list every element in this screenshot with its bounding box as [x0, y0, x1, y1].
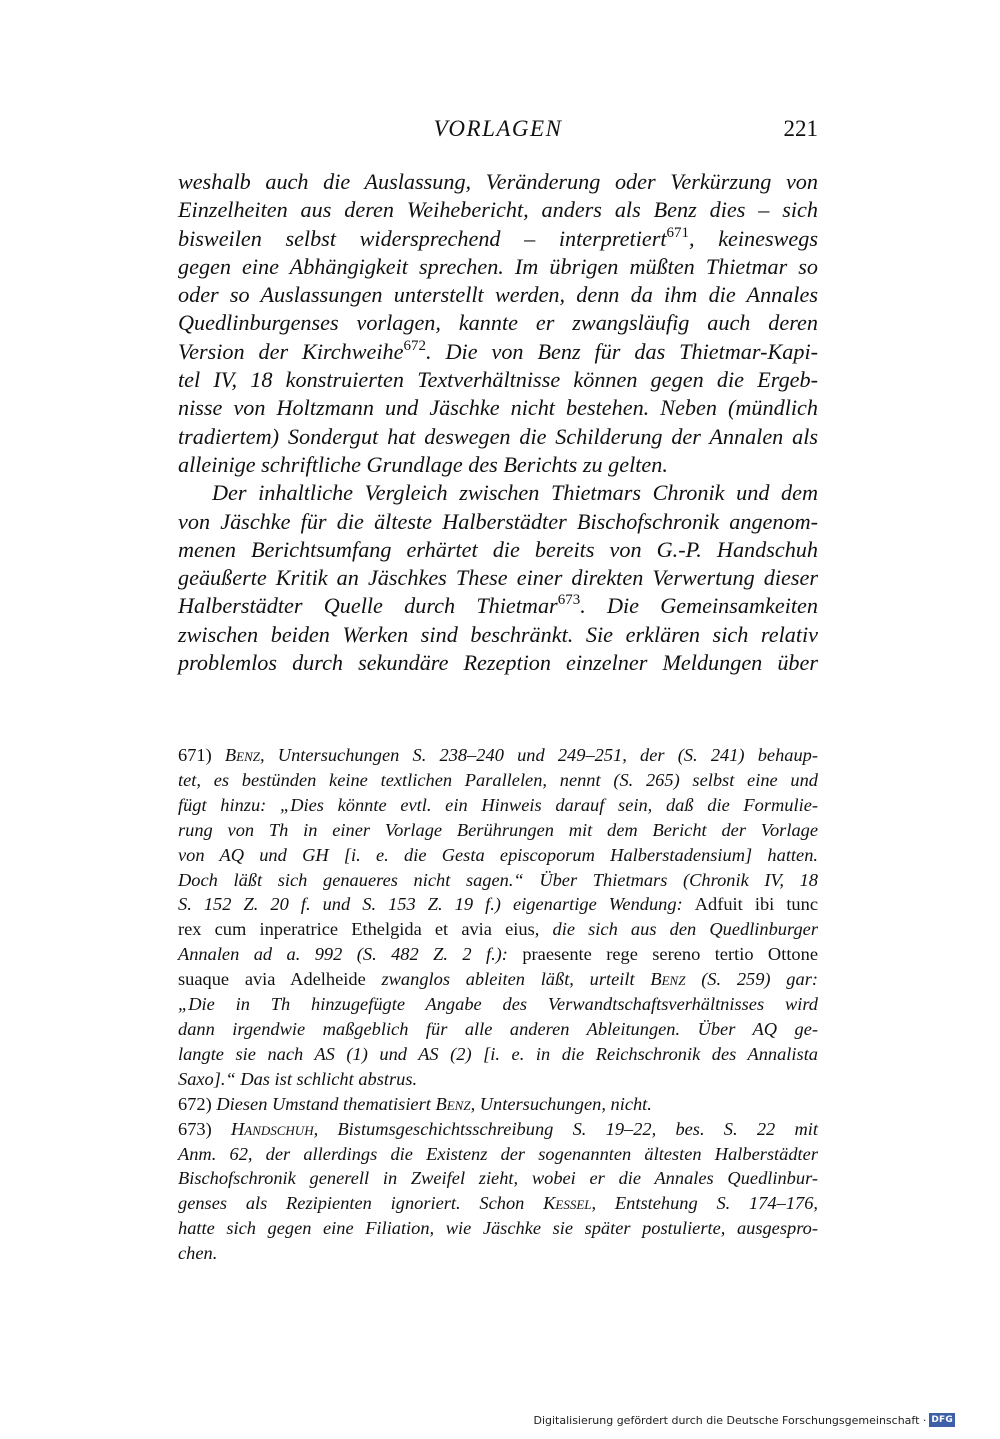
text-line: Quedlinburgenses vorlagen, kannte er zwangsläufig auch deren	[178, 310, 818, 336]
footnote-line: Doch läßt sich genaueres nicht sagen.“ Über Thietmars (Chronik IV, 18	[178, 869, 818, 890]
footnote-ref: 671	[666, 224, 690, 241]
text-line: tradiertem) Sondergut hat deswegen die Schilderung der Annalen als	[178, 423, 818, 449]
digitization-credit	[533, 1412, 955, 1428]
footnote-line: rex cum inperatrice Ethelgida et avia eius, die sich aus den Quedlinburger	[178, 919, 818, 940]
footnote-ref: 673	[557, 592, 581, 609]
footnote-line: 671) Benz, Untersuchungen S. 238–240 und 249–251, der (S. 241) behaup-	[178, 745, 818, 765]
footnote-line: Anm. 62, der allerdings die Existenz der sogenannten ältesten Halberstädter	[178, 1143, 818, 1164]
text-line: Einzelheiten aus deren Weihebericht, anders als Benz dies – sich	[178, 197, 818, 223]
text-line: menen Berichtsumfang erhärtet die bereits von G.-P. Handschuh	[178, 536, 818, 562]
text-line: oder so Auslassungen unterstellt werden, denn da ihm die Annales	[178, 282, 818, 308]
footnote-line: dann irgendwie maßgeblich für alle anderen Ableitungen. Über AQ ge-	[178, 1018, 818, 1039]
footnote-line: hatte sich gegen eine Filiation, wie Jäschke sie später postulierte, ausgespro-	[178, 1218, 818, 1239]
text-line: tel IV, 18 konstruierten Textverhältnisse können gegen die Ergeb-	[178, 367, 818, 393]
footnote-line: chen.	[178, 1243, 218, 1264]
dfg-logo: DFG	[931, 1415, 953, 1425]
text-line: nisse von Holtzmann und Jäschke nicht bestehen. Neben (mündlich	[178, 395, 818, 421]
text-line: problemlos durch sekundäre Rezeption einzelner Meldungen über	[178, 650, 818, 676]
footnote-line: 672) Diesen Umstand thematisiert Benz, Untersuchungen, nicht.	[178, 1093, 652, 1114]
text-line: Halberstädter Quelle durch Thietmar$^{673}$. Die Gemeinsamkeiten	[178, 592, 818, 619]
running-head: VORLAGEN	[433, 116, 563, 141]
footnote-line: 673) Handschuh, Bistumsgeschichtsschreibung S. 19–22, bes. S. 22 mit	[178, 1118, 818, 1139]
page-number: 221	[783, 116, 818, 141]
text-line: zwischen beiden Werken sind beschränkt. Sie erklären sich relativ	[178, 621, 818, 647]
text-line: alleinige schriftliche Grundlage des Berichts zu gelten.	[178, 451, 668, 477]
footnote-line: genses als Rezipienten ignoriert. Schon Kessel, Entstehung S. 174–176,	[178, 1193, 819, 1214]
text-line: Der inhaltliche Vergleich zwischen Thietmars Chronik und dem	[212, 480, 818, 506]
footnote-line: Saxo].“ Das ist schlicht abstrus.	[178, 1068, 418, 1089]
footnote-number: 673)	[178, 1118, 212, 1139]
footnotes	[178, 743, 818, 1266]
text-line: von Jäschke für die älteste Halberstädter Bischofschronik angenom-	[178, 508, 818, 534]
footnote-line: Annalen ad a. 992 (S. 482 Z. 2 f.): praesente rege sereno tertio Ottone	[178, 944, 818, 965]
footnote-line: langte sie nach AS (1) und AS (2) [i. e. in die Reichschronik des Annalista	[178, 1043, 818, 1064]
footnote-number: 671)	[178, 745, 212, 765]
footnote-line: „Die in Th hinzugefügte Angabe des Verwandtschaftsverhältnisses wird	[178, 994, 818, 1015]
footnote-line: tet, es bestünden keine textlichen Parallelen, nennt (S. 265) selbst eine und	[178, 769, 818, 790]
footnote-line: S. 152 Z. 20 f. und S. 153 Z. 19 f.) eigenartige Wendung: Adfuit ibi tunc	[178, 894, 818, 915]
text-line: Version der Kirchweihe$^{672}$. Die von Benz für das Thietmar-Kapi-	[178, 337, 819, 364]
footnote-line: suaque avia Adelheide zwanglos ableiten läßt, urteilt Benz (S. 259) gar:	[178, 969, 818, 990]
footnote-line: fügt hinzu: „Dies könnte evtl. ein Hinweis darauf sein, daß die Formulie-	[178, 794, 818, 815]
main-text	[178, 168, 818, 677]
credit-text: Digitalisierung gefördert durch die Deutsche Forschungsgemeinschaft ·	[533, 1413, 927, 1427]
page-header	[178, 116, 818, 152]
footnote-number: 672)	[178, 1093, 212, 1114]
text-line: bisweilen selbst widersprechend – interpretiert$^{671}$, keineswegs	[178, 224, 819, 251]
text-line: weshalb auch die Auslassung, Veränderung oder Verkürzung von	[178, 169, 818, 194]
footnote-ref: 672	[403, 337, 427, 354]
footnote-line: von AQ und GH [i. e. die Gesta episcoporum Halberstadensium] hatten.	[178, 844, 818, 865]
footnote-line: Bischofschronik generell in Zweifel zieht, wobei er die Annales Quedlinbur-	[178, 1168, 818, 1189]
text-line: gegen eine Abhängigkeit sprechen. Im übrigen müßten Thietmar so	[178, 253, 818, 279]
footnote-line: rung von Th in einer Vorlage Berührungen mit dem Bericht der Vorlage	[178, 819, 818, 840]
text-line: geäußerte Kritik an Jäschkes These einer direkten Verwertung dieser	[178, 565, 818, 591]
